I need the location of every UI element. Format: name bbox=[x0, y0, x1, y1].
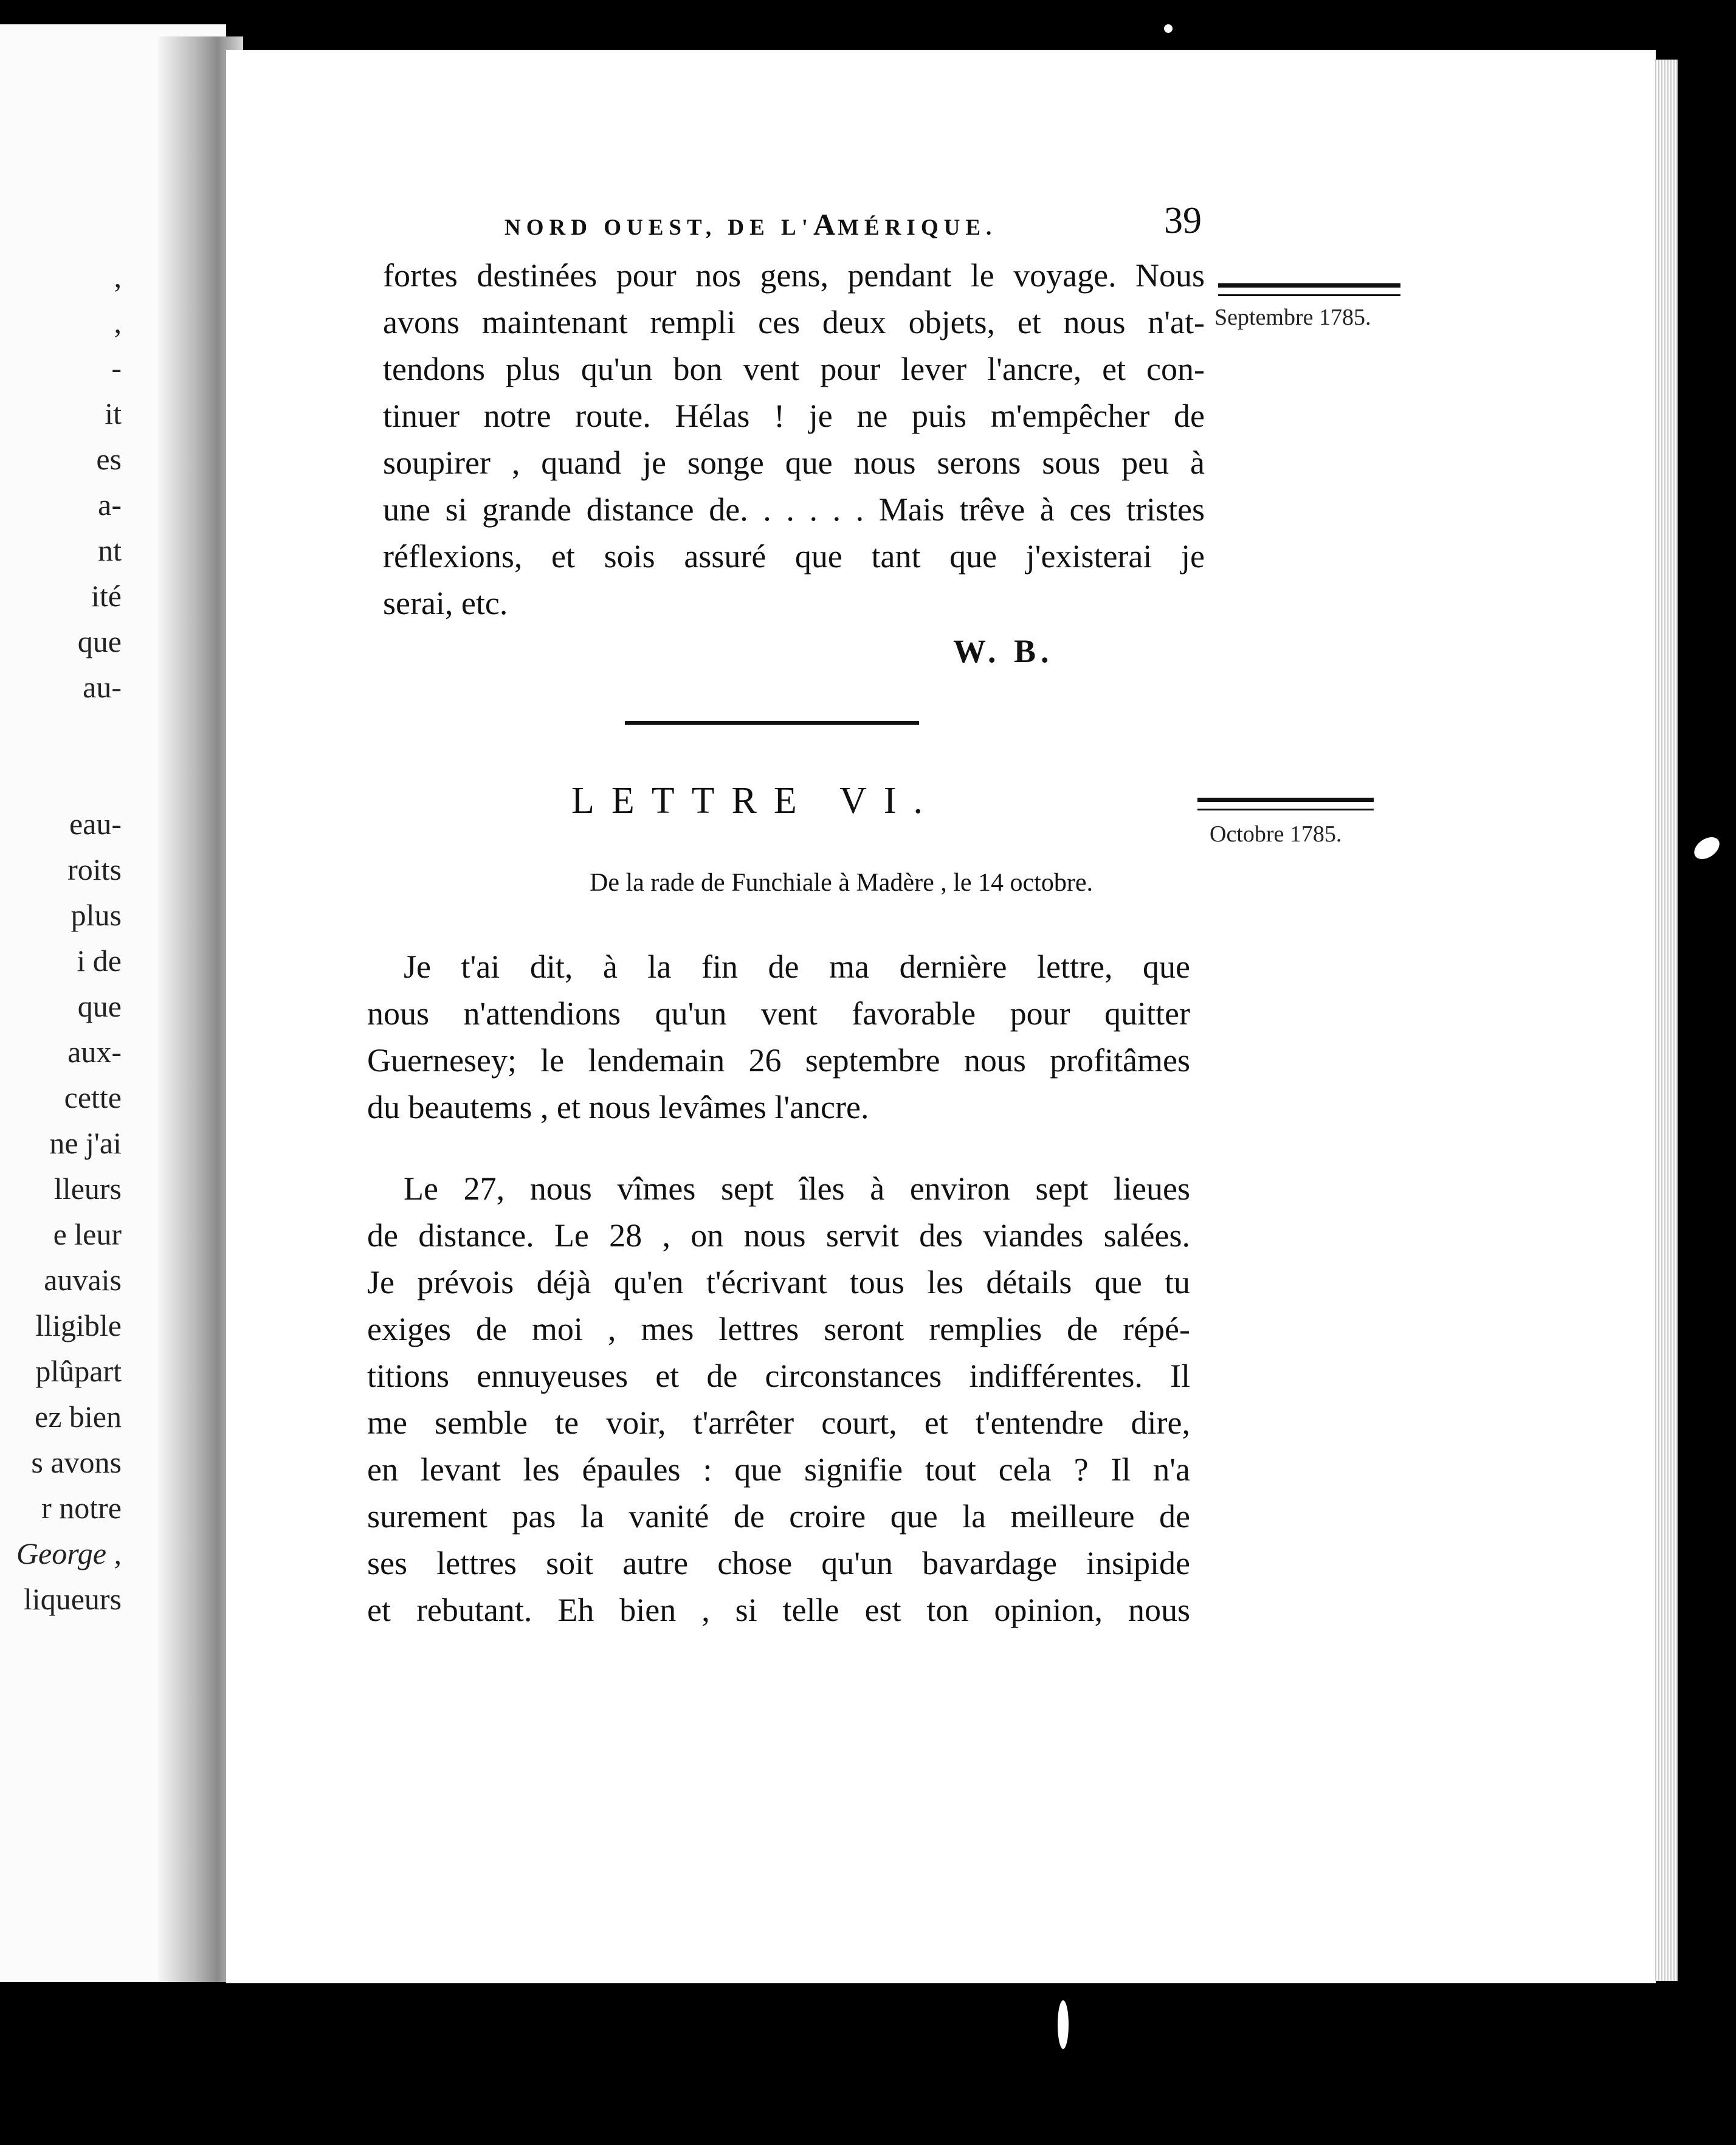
margin-rule-october bbox=[1197, 798, 1374, 802]
left-page-fragment: e leur bbox=[53, 1217, 122, 1251]
dateline: De la rade de Funchiale à Madère , le 14 octobre. bbox=[590, 869, 1093, 897]
letter-title: LETTRE VI. bbox=[571, 780, 940, 821]
text-line: surement pas la vanité de croire que la meilleure de bbox=[367, 1498, 1190, 1535]
scan-speck-bottom bbox=[1058, 2000, 1069, 2049]
left-page-fragment: it bbox=[105, 396, 122, 430]
section-divider bbox=[625, 721, 919, 725]
left-page-fragment: ez bien bbox=[35, 1400, 122, 1434]
left-page-fragment: - bbox=[111, 351, 122, 385]
margin-rule-october-thin bbox=[1197, 809, 1374, 810]
left-page-fragment: lleurs bbox=[53, 1172, 122, 1206]
text-line: nous n'attendions qu'un vent favorable pour quitter bbox=[367, 995, 1190, 1032]
text-line: serai, etc. bbox=[383, 585, 508, 621]
text-line: Guernesey; le lendemain 26 septembre nous profitâmes bbox=[367, 1042, 1190, 1079]
margin-rule-september-thin bbox=[1218, 294, 1400, 296]
text-line: Je prévois déjà qu'en t'écrivant tous les détails que tu bbox=[367, 1264, 1190, 1300]
left-page-fragment: s avons bbox=[31, 1445, 122, 1479]
margin-note-october: Octobre 1785. bbox=[1210, 821, 1342, 847]
left-page-fragment: aux- bbox=[67, 1035, 122, 1069]
left-page-fragment: a- bbox=[98, 488, 122, 522]
left-page-fragment: , bbox=[114, 260, 122, 294]
text-line: de distance. Le 28 , on nous servit des viandes salées. bbox=[367, 1217, 1190, 1254]
left-page-fragment: plus bbox=[71, 898, 122, 932]
text-line: exiges de moi , mes lettres seront remplies de répé- bbox=[367, 1311, 1190, 1347]
signature: W. B. bbox=[953, 633, 1054, 669]
text-line: tendons plus qu'un bon vent pour lever l'ancre, et con- bbox=[383, 351, 1205, 387]
text-line: en levant les épaules : que signifie tout cela ? Il n'a bbox=[367, 1451, 1190, 1488]
text-line: et rebutant. Eh bien , si telle est ton opinion, nous bbox=[367, 1592, 1190, 1628]
left-page-fragment: au- bbox=[83, 670, 122, 704]
left-page-fragment: liqueurs bbox=[23, 1582, 122, 1616]
text-line: ses lettres soit autre chose qu'un bavardage insipide bbox=[367, 1545, 1190, 1581]
left-page-fragment: plûpart bbox=[35, 1354, 122, 1388]
left-page-fragment: lligible bbox=[35, 1308, 122, 1342]
left-page-fragment: ité bbox=[91, 579, 122, 613]
text-line: Je t'ai dit, à la fin de ma dernière lettre, que bbox=[404, 948, 1190, 985]
left-page-fragment: que bbox=[77, 624, 122, 658]
text-line: réflexions, et sois assuré que tant que j'existerai je bbox=[383, 538, 1205, 575]
text-line: tinuer notre route. Hélas ! je ne puis m'empêcher de bbox=[383, 398, 1205, 434]
left-page-fragment: auvais bbox=[44, 1263, 122, 1297]
left-page-fragment: , bbox=[114, 305, 122, 339]
text-line: une si grande distance de. . . . . . Mais trêve à ces tristes bbox=[383, 491, 1205, 528]
text-line: me semble te voir, t'arrêter court, et t'entendre dire, bbox=[367, 1404, 1190, 1441]
text-line: du beautems , et nous levâmes l'ancre. bbox=[367, 1089, 869, 1125]
left-page-fragment: ne j'ai bbox=[49, 1126, 122, 1160]
text-line: avons maintenant rempli ces deux objets, et nous n'at- bbox=[383, 304, 1205, 340]
text-line: titions ennuyeuses et de circonstances indifférentes. Il bbox=[367, 1358, 1190, 1394]
margin-note-september: Septembre 1785. bbox=[1214, 305, 1371, 330]
left-page-fragment: roits bbox=[67, 852, 122, 886]
scan-speck-right bbox=[1690, 833, 1724, 864]
left-page-fragment: r notre bbox=[41, 1491, 122, 1525]
page-fore-edge bbox=[1653, 60, 1678, 1981]
scan-speck-top bbox=[1164, 24, 1173, 33]
text-line: Le 27, nous vîmes sept îles à environ sept lieues bbox=[404, 1170, 1190, 1207]
margin-rule-september bbox=[1218, 283, 1400, 288]
left-page-fragment: es bbox=[96, 442, 122, 476]
left-page-fragment: i de bbox=[77, 944, 122, 978]
left-page-fragment: eau- bbox=[69, 807, 122, 841]
left-page-fragment: cette bbox=[64, 1080, 122, 1114]
left-page-fragment: George , bbox=[16, 1536, 122, 1570]
text-line: fortes destinées pour nos gens, pendant le voyage. Nous bbox=[383, 257, 1205, 294]
running-head: NORD OUEST, DE L'AMÉRIQUE. bbox=[505, 207, 997, 241]
page-number: 39 bbox=[1164, 200, 1202, 241]
text-line: soupirer , quand je songe que nous serons sous peu à bbox=[383, 444, 1205, 481]
left-page-fragment: que bbox=[77, 989, 122, 1023]
left-page-fragment: nt bbox=[98, 533, 122, 567]
